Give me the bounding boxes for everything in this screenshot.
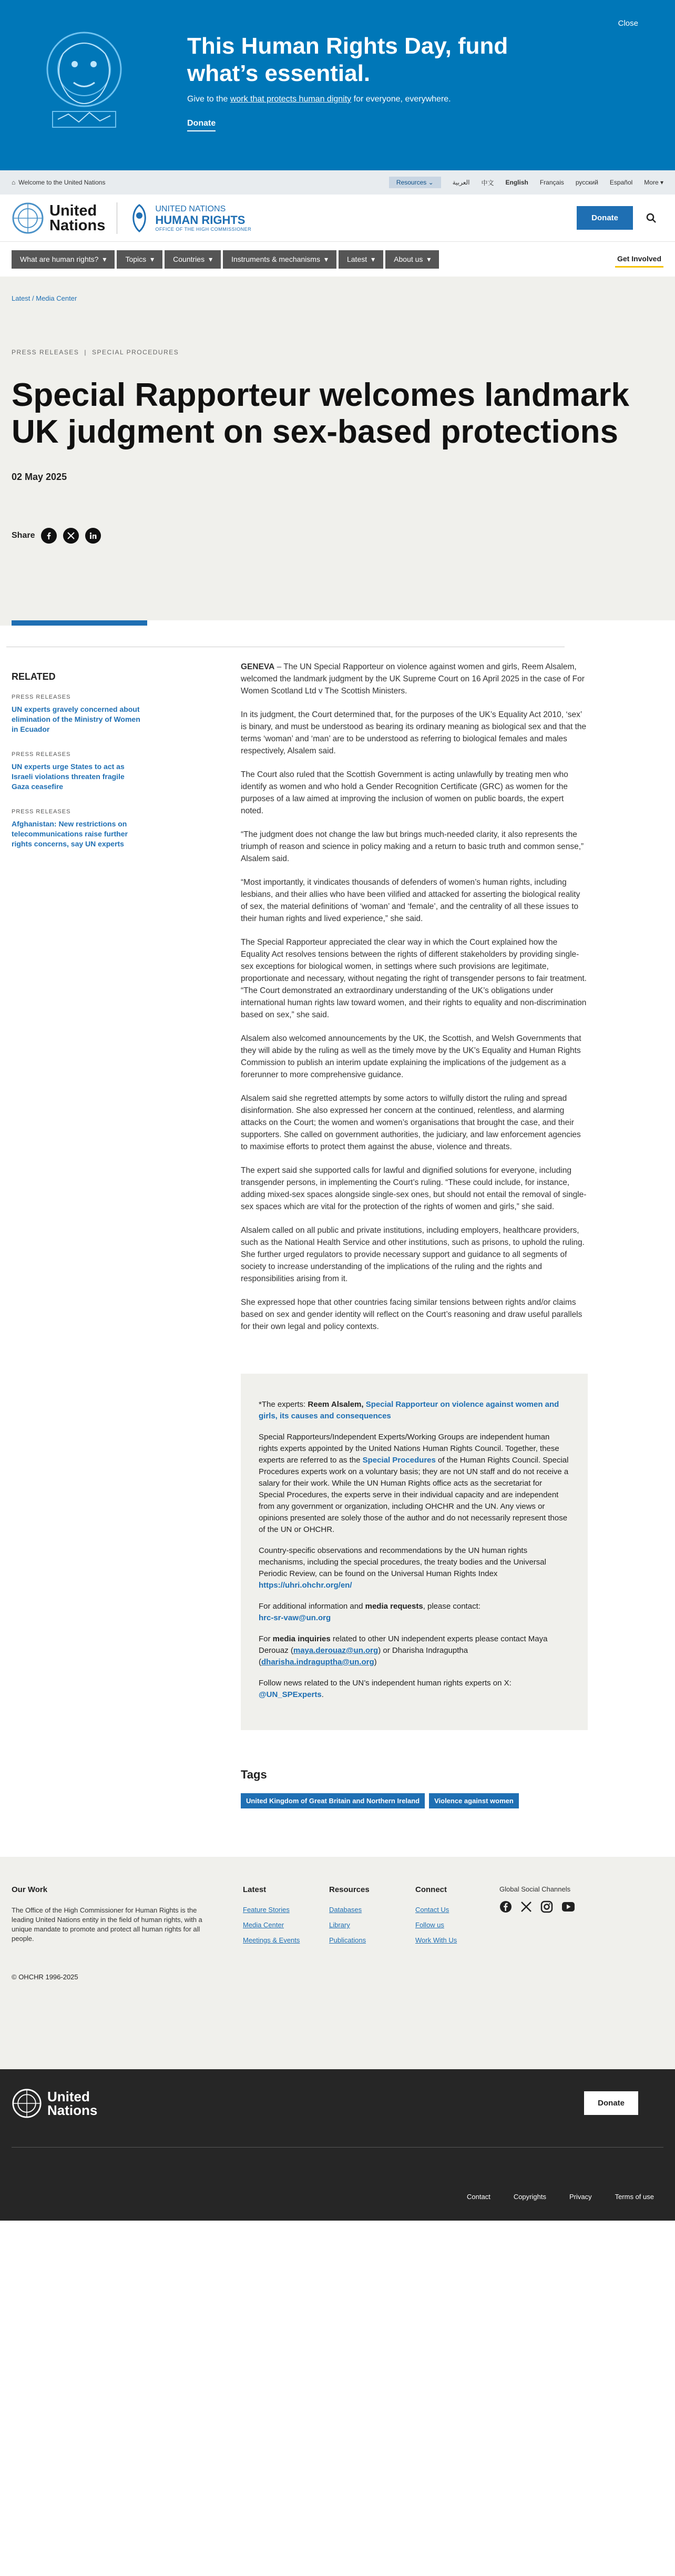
lang-french[interactable]: Français <box>539 179 564 186</box>
search-button[interactable] <box>639 206 663 230</box>
instagram-icon[interactable] <box>540 1900 553 1913</box>
related-item[interactable] <box>12 809 143 849</box>
category-separator: | <box>84 349 87 356</box>
hero-divider <box>12 620 675 626</box>
dateline: GENEVA <box>241 662 275 671</box>
experts-box <box>241 1374 588 1730</box>
footer-heading: Our Work <box>12 1885 48 1894</box>
footer-social <box>499 1885 575 1951</box>
chevron-down-icon: ⌄ <box>428 179 434 186</box>
article-paragraph: The Court also ruled that the Scottish Government is acting unlawfully by treating men who identify as women and who hold a Gender Recognition Certificate (GRC) as women for the purposes of a law aimed at improving the inclusion of women on public boards, the expert noted. <box>241 770 568 815</box>
article-paragraph: Alsalem said she regretted attempts by some actors to wilfully distort the ruling and spread disinformation. She also expressed her concern at the continued, relentless, and alarming attacks on the Court; the women and women’s organisations that brought the case, and their supporters. She called on government authorities, the judiciary, and law enforcement agencies to maximise efforts to protect them against the abuse, violence and threats. <box>241 1094 581 1151</box>
search-icon <box>646 213 657 223</box>
banner-close-button[interactable]: Close <box>618 19 638 28</box>
experts-contact: For additional information and media requests, please contact: hrc-sr-vaw@un.org <box>259 1602 480 1622</box>
human-rights-illustration-icon <box>37 22 131 130</box>
breadcrumb[interactable]: Latest / Media Center <box>12 294 77 302</box>
related-item-title[interactable]: UN experts urge States to act as Israeli violations threaten fragile Gaza ceasefire <box>12 762 125 791</box>
article-paragraph: Alsalem called on all public and private institutions, including employers, healthcare providers, such as the National Health Service and other institutions, such as prisons, to uphold the ruling. She further urged regulators to provide necessary support and guidance to all segments of society to increase understanding of the implications of the ruling and the rights and responsibilities arising from it. <box>241 1226 585 1283</box>
resources-dropdown[interactable]: Resources ⌄ <box>389 177 441 188</box>
nav-what-are-human-rights[interactable]: What are human rights? ▾ <box>12 250 115 269</box>
footer-copyrights-link[interactable]: Copyrights <box>513 2193 546 2201</box>
ohchr-logo[interactable] <box>129 203 251 233</box>
ohchr-logo-line3: OFFICE OF THE HIGH COMMISSIONER <box>155 226 252 232</box>
footer-link[interactable]: Contact Us <box>415 1906 449 1914</box>
tags-heading: Tags <box>241 1768 267 1781</box>
footer-our-work <box>12 1885 243 1951</box>
youtube-icon[interactable] <box>561 1902 575 1912</box>
contact-email-link[interactable]: hrc-sr-vaw@un.org <box>259 1613 331 1622</box>
article-paragraph: In its judgment, the Court determined that, for the purposes of the UK’s Equality Act 2010, ‘sex’ is binary, and must be understood as bearing its ordinary meaning as biological sex and that the terms ‘woman’ and ‘man’ are to be understood as referring to biological females and males respectively, Alsalem said. <box>241 710 587 755</box>
share-label: Share <box>12 531 35 540</box>
experts-about: Special Rapporteurs/Independent Experts/Working Groups are independent human rights experts appointed by the United Nations Human Rights Council. Together, these experts are referred to as the Special Procedures of the Human Rights Council. Special Procedures experts work on a voluntary basis; they are not UN staff and do not receive a salary for their work. While the UN Human Rights office acts as the secretariat for Special Procedures, the experts serve in their individual capacity and are independent from any government or organization, including OHCHR and the UN. Any views or opinions presented are solely those of the author and do not necessarily represent those of the UN or OHCHR. <box>259 1433 569 1534</box>
footer-latest <box>243 1885 329 1951</box>
footer-un-logo[interactable] <box>12 2088 97 2119</box>
nav-about-us[interactable]: About us ▾ <box>385 250 439 269</box>
bottom-footer <box>0 2069 675 2221</box>
ohchr-logo-line2: HUMAN RIGHTS <box>155 213 246 227</box>
footer-description: The Office of the High Commissioner for Human Rights is the leading United Nations entity in the field of human rights, with a unique mandate to promote and protect all human rights for all people. <box>12 1906 202 1943</box>
lang-chinese[interactable]: 中文 <box>481 179 494 187</box>
banner-sub-link[interactable]: work that protects human dignity <box>230 95 352 104</box>
footer-link[interactable]: Media Center <box>243 1921 284 1929</box>
footer-donate-button[interactable]: Donate <box>584 2091 638 2115</box>
expert-mandate-link[interactable]: Special Rapporteur on violence against women and girls, its causes and consequences <box>259 1400 559 1420</box>
lang-english[interactable]: English <box>505 179 528 186</box>
donation-banner <box>0 0 675 170</box>
caret-down-icon: ▾ <box>150 254 155 263</box>
related-item-kicker: PRESS RELEASES <box>12 809 71 815</box>
related-item-kicker: PRESS RELEASES <box>12 694 71 700</box>
caret-down-icon: ▾ <box>427 254 431 263</box>
lang-arabic[interactable]: العربية <box>452 179 470 186</box>
page-title: Special Rapporteur welcomes landmark UK judgment on sex-based protections <box>12 377 629 450</box>
article-paragraph: GENEVA – The UN Special Rapporteur on violence against women and girls, Reem Alsalem, welcomed the landmark judgment by the UK Supreme Court on 16 April 2025 in the case of For Women Scotland Ltd v The Scottish Ministers. <box>241 662 585 696</box>
utility-bar <box>0 170 675 195</box>
footer-contact-link[interactable]: Contact <box>467 2193 490 2201</box>
footer-un-line1: United <box>47 2089 90 2104</box>
expert-name: Reem Alsalem, <box>308 1400 366 1409</box>
footer-un-line2: Nations <box>47 2102 98 2118</box>
banner-sub-text-end: for everyone, everywhere. <box>351 95 451 104</box>
hero-accent-bar <box>12 620 147 626</box>
un-logo-line1: United <box>49 202 97 219</box>
footer-divider <box>12 2147 663 2148</box>
banner-title: This Human Rights Day, fund what’s essential. <box>187 33 508 86</box>
footer-connect <box>415 1885 499 1951</box>
media-email-2[interactable]: dharisha.indraguptha@un.org <box>261 1658 374 1667</box>
article-paragraph: The Special Rapporteur appreciated the clear way in which the Court explained how the Equality Act resolves tensions between the rights of different stakeholders by providing single-sex exceptions for biological women, in settings where such provisions are legitimate, proportionate and necessary, without negating the right of transgender persons to fair treatment. “The Court demonstrated an extraordinary understanding of the UK’s obligations under international human rights law toward women, and their rights to equality and non-discrimination based on sex,” she said. <box>241 938 587 1019</box>
nav-instruments[interactable]: Instruments & mechanisms ▾ <box>223 250 336 269</box>
un-logo[interactable] <box>12 202 105 234</box>
caret-down-icon: ▾ <box>324 254 328 263</box>
un-emblem-icon <box>12 2088 42 2119</box>
nav-countries[interactable]: Countries ▾ <box>165 250 221 269</box>
related-heading: RELATED <box>12 671 56 682</box>
facebook-icon[interactable] <box>41 528 57 544</box>
footer-link[interactable]: Follow us <box>415 1921 444 1929</box>
footer-link[interactable]: Work With Us <box>415 1936 457 1944</box>
tag-chip[interactable]: Violence against women <box>429 1793 519 1808</box>
un-logo-line2: Nations <box>49 217 106 234</box>
experts-follow: Follow news related to the UN’s independent human rights experts on X: @UN_SPExperts. <box>259 1679 512 1699</box>
share-bar <box>12 528 663 544</box>
footer-link[interactable]: Meetings & Events <box>243 1936 300 1944</box>
article-categories <box>12 349 663 356</box>
main-navigation <box>0 242 675 277</box>
publish-date: 02 May 2025 <box>12 472 67 482</box>
site-header <box>0 195 675 242</box>
footer-legal-links <box>467 2193 654 2201</box>
related-item-title[interactable]: Afghanistan: New restrictions on telecommunications raise further rights concerns, say UN experts <box>12 820 128 848</box>
banner-subtitle <box>187 95 451 104</box>
related-item[interactable] <box>12 694 143 734</box>
article-paragraph: “The judgment does not change the law but brings much-needed clarity, it also represents the triumph of reason and science in policy making and a return to basic truth and common sense,” Alsalem said. <box>241 830 584 863</box>
banner-sub-text: Give to the <box>187 95 230 104</box>
category-special-procedures[interactable]: SPECIAL PROCEDURES <box>92 349 179 356</box>
footer-resources <box>329 1885 415 1951</box>
article-body <box>241 647 588 1808</box>
footer-heading: Connect <box>415 1885 447 1894</box>
tags-section <box>241 1768 588 1808</box>
caret-down-icon: ▾ <box>103 254 107 263</box>
special-procedures-link[interactable]: Special Procedures <box>362 1456 436 1465</box>
get-involved-link[interactable]: Get Involved <box>615 251 663 268</box>
banner-donate-link[interactable]: Donate <box>187 119 216 131</box>
experts-media: For media inquiries related to other UN independent experts please contact Maya Derouaz (maya.derouaz@un.org) or Dharisha Indraguptha (dharisha.indraguptha@un.org) <box>259 1634 548 1667</box>
more-languages[interactable]: More ▾ <box>644 179 663 186</box>
article-paragraph: The expert said she supported calls for lawful and dignified solutions for everyone, including transgender persons, in implementing the Court’s ruling. “These could include, for instance, adding mixed-sex spaces alongside single-sex ones, but should not entail the removal of single-sex spaces which are vital for the protection of the rights of women and girls,” she said. <box>241 1166 587 1211</box>
related-item[interactable] <box>12 751 143 792</box>
footer-link[interactable]: Publications <box>329 1936 366 1944</box>
x-twitter-icon[interactable] <box>520 1901 532 1913</box>
facebook-icon[interactable] <box>499 1900 512 1913</box>
home-icon: ⌂ <box>12 179 16 186</box>
site-footer <box>0 1857 675 2069</box>
footer-privacy-link[interactable]: Privacy <box>569 2193 592 2201</box>
footer-terms-link[interactable]: Terms of use <box>615 2193 654 2201</box>
footer-link[interactable]: Feature Stories <box>243 1906 290 1914</box>
ohchr-logo-line1: UNITED NATIONS <box>155 204 226 213</box>
article-paragraph: “Most importantly, it vindicates thousands of defenders of women’s human rights, including lesbians, and their allies who have been vilified and attacked for asserting the biological reality of sex, the material definitions of ‘woman’ and ‘female’, and the centrality of all these issues to their human rights and lived experience,” she said. <box>241 878 580 923</box>
nav-latest[interactable]: Latest ▾ <box>339 250 383 269</box>
related-item-kicker: PRESS RELEASES <box>12 751 71 758</box>
media-email-1[interactable]: maya.derouaz@un.org <box>293 1646 379 1655</box>
article-paragraph: Alsalem also welcomed announcements by the UK, the Scottish, and Welsh Governments that they will abide by the ruling as well as the timely move by the UK’s Equality and Human Rights Commission to publish an interim update explaining the implications of the judgement as a forerunner to more comprehensive guidance. <box>241 1034 581 1079</box>
x-twitter-icon[interactable] <box>63 528 79 544</box>
related-sidebar <box>12 647 143 1808</box>
footer-heading: Latest <box>243 1885 267 1894</box>
footer-social-title: Global Social Channels <box>499 1885 571 1893</box>
related-item-title[interactable]: UN experts gravely concerned about elimination of the Ministry of Women in Ecuador <box>12 705 140 733</box>
linkedin-icon[interactable] <box>85 528 101 544</box>
ohchr-emblem-icon <box>129 203 150 233</box>
experts-index: Country-specific observations and recommendations by the UN human rights mechanisms, including the special procedures, the treaty bodies and the Universal Periodic Review, can be found on the Universal Human Rights Index https://uhri.ohchr.org/en/ <box>259 1546 546 1590</box>
category-press-releases[interactable]: PRESS RELEASES <box>12 349 79 356</box>
lang-spanish[interactable]: Español <box>609 179 633 186</box>
copyright: © OHCHR 1996-2025 <box>12 1973 78 1981</box>
language-switcher <box>389 177 663 188</box>
footer-link[interactable]: Library <box>329 1921 350 1929</box>
footer-heading: Resources <box>329 1885 370 1894</box>
x-account-link[interactable]: @UN_SPExperts <box>259 1690 322 1699</box>
tag-chip[interactable]: United Kingdom of Great Britain and Northern Ireland <box>241 1793 425 1808</box>
nav-topics[interactable]: Topics ▾ <box>117 250 162 269</box>
un-emblem-icon <box>12 202 44 234</box>
lang-russian[interactable]: русский <box>575 179 598 186</box>
article-paragraph: She expressed hope that other countries facing similar tensions between rights and/or claims based on sex and gender identity will reflect on the Court’s reasoning and draw useful parallels for their own legal and policy contexts. <box>241 1298 582 1331</box>
uhri-link[interactable]: https://uhri.ohchr.org/en/ <box>259 1581 352 1590</box>
caret-down-icon: ▾ <box>371 254 375 263</box>
un-welcome-link[interactable] <box>12 179 389 186</box>
article-hero <box>0 277 675 626</box>
main-content <box>0 647 675 1808</box>
header-donate-button[interactable]: Donate <box>577 206 633 230</box>
experts-lead: *The experts: Reem Alsalem, Special Rapporteur on violence against women and girls, its causes and consequences <box>259 1400 559 1420</box>
un-welcome-text: Welcome to the United Nations <box>18 179 106 186</box>
caret-down-icon: ▾ <box>209 254 213 263</box>
footer-link[interactable]: Databases <box>329 1906 362 1914</box>
